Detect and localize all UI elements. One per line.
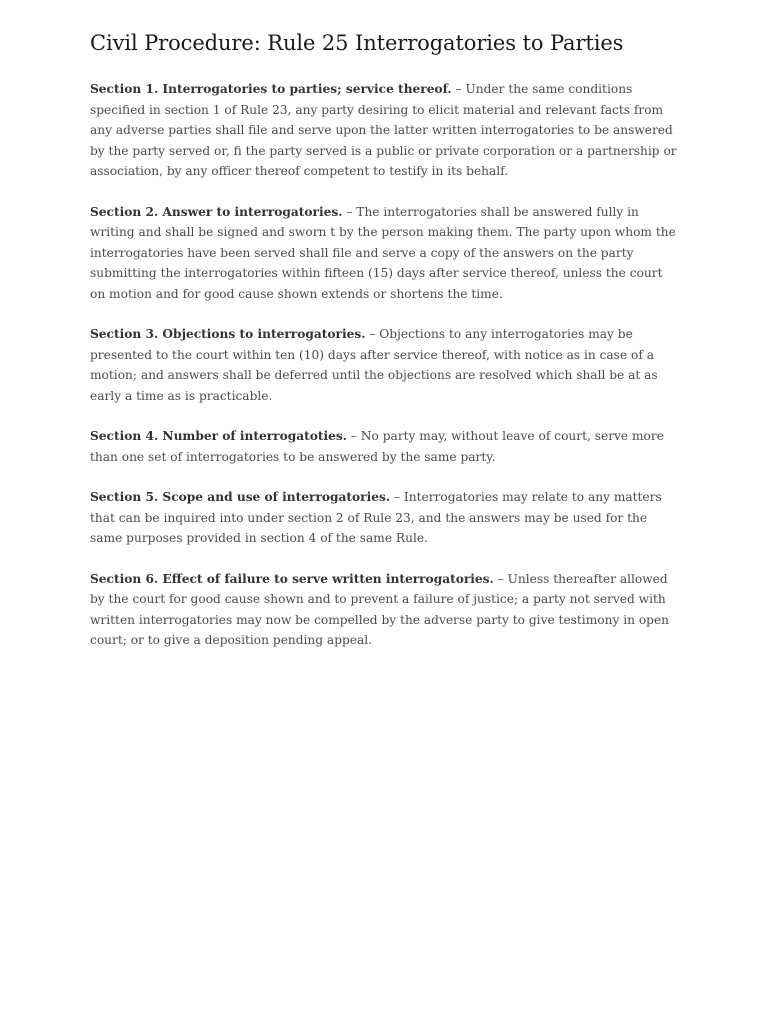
section-4-body: – No party may, without leave of court, serve more than one set of interrogatories to be answered by the same party.	[90, 429, 664, 464]
section-4	[90, 426, 678, 467]
section-4-heading: Section 4. Number of interrogatoties.	[90, 429, 348, 444]
section-6-heading: Section 6. Effect of failure to serve written interrogatories.	[90, 571, 494, 586]
section-2-body: – The interrogatories shall be answered fully in writing and shall be signed and sworn t by the person making them. The party upon whom the interrogatories have been served shall file and serve a copy of the answers on the party submitting the interrogatories within fifteen (15) days after service thereof, unless the court on motion and for good cause shown extends or shortens the time.	[90, 204, 676, 301]
section-5-heading: Section 5. Scope and use of interrogatories.	[90, 490, 391, 505]
section-3-heading: Section 3. Objections to interrogatories.	[90, 327, 366, 342]
section-1	[90, 79, 678, 182]
section-2	[90, 202, 678, 305]
section-6	[90, 569, 678, 651]
section-1-body: – Under the same conditions specified in section 1 of Rule 23, any party desiring to elicit material and relevant facts from any adverse parties shall file and serve upon the latter written interrogatories to be answered by the party served or, fi the party served is a public or private corporation or a partnership or association, by any officer thereof competent to testify in its behalf.	[90, 82, 677, 179]
section-1-heading: Section 1. Interrogatories to parties; service thereof.	[90, 82, 452, 97]
section-5	[90, 487, 678, 549]
section-3-body: – Objections to any interrogatories may be presented to the court within ten (10) days after service thereof, with notice as in case of a motion; and answers shall be deferred until the objections are resolved which shall be at as early a time as is practicable.	[90, 327, 658, 403]
section-6-body: – Unless thereafter allowed by the court for good cause shown and to prevent a failure of justice; a party not served with written interrogatories may now be compelled by the adverse party to give testimony in open court; or to give a deposition pending appeal.	[90, 571, 670, 648]
section-2-heading: Section 2. Answer to interrogatories.	[90, 204, 343, 219]
section-5-body: – Interrogatories may relate to any matters that can be inquired into under section 2 of Rule 23, and the answers may be used for the same purposes provided in section 4 of the same Rule.	[90, 490, 662, 546]
section-3	[90, 324, 678, 406]
document-title: Civil Procedure: Rule 25 Interrogatories to Parties	[90, 31, 624, 55]
